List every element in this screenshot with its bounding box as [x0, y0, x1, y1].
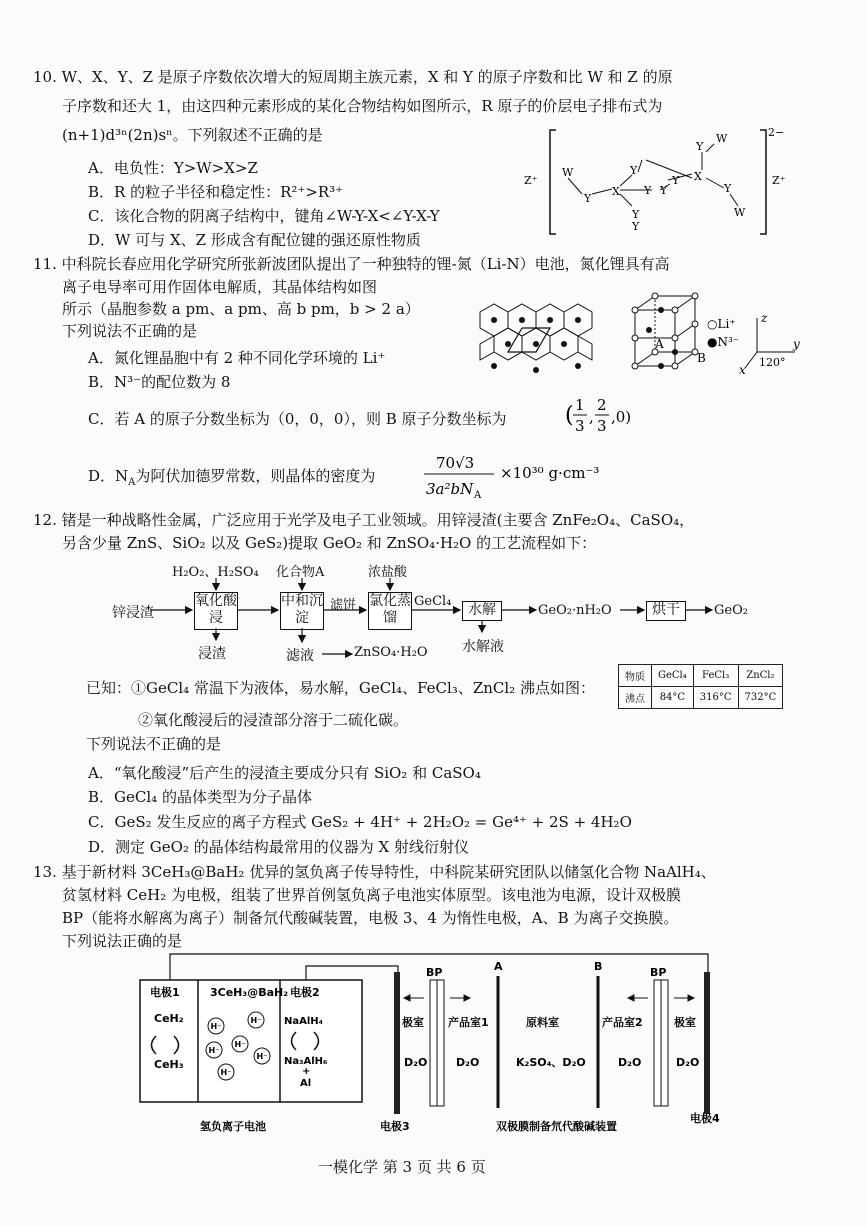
q11-option-c-coordinate [565, 396, 645, 440]
q12-option-d: D．测定 GeO₂ 的晶体结构最常用的仪器为 X 射线衍射仪 [88, 838, 469, 856]
flow-step-hydrolysis: 水解 [462, 601, 502, 621]
flow-start-zinc-residue: 锌浸渣 [112, 605, 154, 621]
q13-line3: BP（能将水解离为离子）制备氘代酸碱装置，电极 3、4 为惰性电极，A、B 为离子交换膜。 [62, 909, 679, 927]
feed-room: 原料室 [526, 1016, 559, 1029]
q10-cation-left: Z⁺ [524, 174, 538, 187]
q10-line1: 10. W、X、Y、Z 是原子序数依次增大的短周期主族元素，X 和 Y 的原子序数和比 W 和 Z 的原 [33, 68, 673, 86]
atom-w: W [734, 206, 746, 219]
q11-option-b: B．N³⁻的配位数为 8 [88, 373, 231, 391]
flow-step-oxidation-leach: 氧化酸浸 [194, 592, 238, 630]
atom-y: Y [632, 220, 640, 233]
q11-option-a: A．氮化锂晶胞中有 2 种不同化学环境的 Li⁺ [88, 349, 386, 367]
hydride-ion: H⁻ [220, 1068, 232, 1077]
table-header: 物质 [619, 665, 652, 687]
q11-unit-cell-diagram [625, 290, 805, 375]
pole-room-left: 极室 [402, 1016, 424, 1029]
reagent-compound-a: 化合物A [276, 565, 325, 580]
hydride-ion: H⁻ [210, 1022, 222, 1031]
svg-text:1: 1 [575, 396, 585, 414]
d2o-label: D₂O [618, 1056, 642, 1069]
electrode4-label: 电极4 [690, 1112, 720, 1125]
svg-text:A: A [474, 490, 482, 501]
legend-li: ○Li⁺ [707, 317, 736, 331]
pole-room-right: 极室 [674, 1016, 696, 1029]
q10-option-a: A．电负性：Y>W>X>Z [88, 159, 258, 177]
page-footer: 一模化学 第 3 页 共 6 页 [318, 1158, 486, 1176]
atom-y: Y [584, 192, 592, 205]
q12-option-b: B．GeCl₄ 的晶体类型为分子晶体 [88, 788, 312, 806]
flow-geo2-hydrate: GeO₂·nH₂O [538, 603, 612, 618]
q12-known-1: 已知：①GeCl₄ 常温下为液体，易水解，GeCl₄、FeCl₃、ZnCl₂ 沸点如图： [86, 679, 595, 697]
q10-anion-charge: 2− [768, 126, 785, 139]
axis-y-label: y [793, 337, 800, 351]
product-room-2: 产品室2 [602, 1016, 643, 1029]
q12-line1: 12. 锗是一种战略性金属，广泛应用于光学及电子工业领域。用锌浸渣(主要含 ZnFe₂O₄、CaSO₄， [33, 511, 695, 529]
svg-text:,0): ,0) [611, 408, 632, 426]
table-header: FeCl₃ [693, 665, 738, 687]
q11-line1: 11. 中科院长春应用化学研究所张新波团队提出了一种独特的锂-氮（Li-N）电池，氮化锂具有高 [33, 255, 670, 273]
bp-label-2: BP [650, 966, 667, 979]
d2o-label: D₂O [456, 1056, 480, 1069]
electrode1-label: 电极1 [150, 986, 180, 999]
atom-y: Y [632, 208, 640, 221]
hydride-ion: H⁻ [250, 1016, 262, 1025]
q11-line2: 离子电导率可用作固体电解质，其晶体结构如图 [62, 278, 378, 296]
right-bracket [760, 130, 766, 234]
battery-caption: 氢负离子电池 [200, 1120, 266, 1133]
q10-line3: (n+1)d³ⁿ(2n)sⁿ。下列叙述不正确的是 [62, 126, 323, 144]
q10-cation-right: Z⁺ [772, 174, 786, 187]
q11-option-c: C．若 A 的原子分数坐标为（0，0，0），则 B 原子分数坐标为 [88, 410, 507, 428]
atom-y: Y [696, 140, 704, 153]
table-header: GeCl₄ [652, 665, 694, 687]
flow-hydrolysate: 水解液 [462, 639, 504, 655]
device-caption: 双极膜制备氘代酸碱装置 [496, 1120, 617, 1133]
table-cell: 84°C [652, 687, 694, 709]
q10-line2: 子序数和还大 1，由这四种元素形成的某化合物结构如图所示，R 原子的价层电子排布式为 [62, 97, 663, 115]
hydride-ion: H⁻ [234, 1040, 246, 1049]
ceh2-label: CeH₂ [154, 1012, 184, 1025]
q11-stem: 下列说法不正确的是 [62, 322, 198, 340]
q11-option-d: D．$N_A$为阿伏加德罗常数，则晶体的密度为 [88, 467, 376, 488]
q10-option-d: D．W 可与 X、Z 形成含有配位键的强还原性物质 [88, 231, 421, 249]
ceh3-label: CeH₃ [154, 1058, 184, 1071]
electrolyte-label: 3CeH₃@BaH₂ [210, 986, 289, 999]
q12-option-c: C．GeS₂ 发生反应的离子方程式 GeS₂ + 4H⁺ + 2H₂O₂ = Ge⁴⁺ + 2S + 4H₂O [88, 813, 632, 831]
unit-cell-label-a: A [655, 337, 664, 351]
left-bracket [550, 130, 556, 234]
feed-content: K₂SO₄、D₂O [516, 1056, 586, 1069]
flow-product-geo2: GeO₂ [714, 603, 748, 618]
svg-text:2: 2 [597, 396, 607, 414]
d2o-label: D₂O [676, 1056, 700, 1069]
q12-option-a: A．“氧化酸浸”后产生的浸渣主要成分只有 SiO₂ 和 CaSO₄ [88, 764, 481, 782]
flow-filter-cake: 滤饼 [330, 598, 357, 613]
table-cell: 沸点 [619, 687, 652, 709]
q12-stem: 下列说法不正确的是 [86, 735, 222, 753]
flow-step-neutralize-precipitate: 中和沉淀 [280, 592, 324, 630]
al-label: Al [300, 1078, 312, 1089]
product-room-1: 产品室1 [448, 1016, 489, 1029]
flow-step-chlorination-distill: 氯化蒸馏 [368, 592, 412, 630]
table-header: ZnCl₂ [738, 665, 783, 687]
reagent-h2o2-h2so4: H₂O₂、H₂SO₄ [172, 565, 259, 580]
atom-y: Y [724, 182, 732, 195]
bp-label-1: BP [426, 966, 443, 979]
svg-text:,: , [589, 408, 594, 426]
q12-flow-arrows [100, 570, 760, 660]
flow-zinc-sulfate-product: ZnSO₄·H₂O [354, 645, 428, 660]
naalh4-label: NaAlH₄ [284, 1016, 324, 1027]
flow-residue: 浸渣 [198, 646, 226, 662]
q11-density-formula [422, 446, 622, 506]
q10-option-c: C．该化合物的阴离子结构中，键角∠W-Y-X<∠Y-X-Y [88, 207, 440, 225]
membrane-b-label: B [594, 960, 603, 973]
flow-gecl4: GeCl₄ [414, 594, 452, 609]
svg-text:(: ( [565, 403, 574, 428]
axis-z-label: z [761, 311, 768, 325]
q11-line3: 所示（晶胞参数 a pm、a pm、高 b pm，b > 2 a） [62, 300, 420, 318]
q13-cell-diagram [130, 948, 750, 1138]
electrode3-label: 电极3 [380, 1120, 410, 1133]
axis-x-label: x [739, 363, 746, 375]
q10-option-b: B．R 的粒子半径和稳定性：R²⁺>R³⁺ [88, 183, 344, 201]
q13-line2: 贫氢材料 CeH₂ 为电极，组装了世界首例氢负离子电池实体原型。该电池为电源，设计双极膜 [62, 886, 681, 904]
membrane-a-label: A [494, 960, 503, 973]
d2o-label: D₂O [404, 1056, 428, 1069]
svg-text:3a²bN: 3a²bN [426, 480, 474, 498]
atom-x: X [612, 185, 620, 198]
q12-known-2: ②氧化酸浸后的浸渣部分溶于二硫化碳。 [138, 711, 409, 729]
plus-sign: + [302, 1066, 311, 1077]
table-cell: 732°C [738, 687, 783, 709]
atom-w: W [716, 132, 728, 145]
atom-y: Y [672, 174, 680, 187]
q13-stem: 下列说法正确的是 [62, 932, 183, 950]
q11-hexagonal-layer-diagram [470, 292, 600, 377]
svg-text:3: 3 [575, 417, 585, 435]
atom-x: X [694, 170, 702, 183]
reagent-conc-hcl: 浓盐酸 [368, 565, 408, 580]
unit-cell-label-b: B [697, 351, 706, 365]
svg-text:3: 3 [597, 417, 607, 435]
atom-y: Y [660, 184, 668, 197]
axis-angle-label: 120° [759, 356, 786, 369]
atom-y: Y [630, 164, 638, 177]
q12-line2: 另含少量 ZnS、SiO₂ 以及 GeS₂)提取 GeO₂ 和 ZnSO₄·H₂O 的工艺流程如下： [62, 534, 597, 552]
q10-structure-diagram [520, 122, 805, 240]
svg-text:70√3: 70√3 [436, 454, 475, 472]
flow-filtrate: 滤液 [286, 648, 314, 664]
electrode2-label: 电极2 [290, 986, 320, 999]
atom-w: W [562, 166, 574, 179]
q12-boiling-point-table [618, 664, 783, 709]
hydride-ion: H⁻ [208, 1046, 220, 1055]
table-cell: 316°C [693, 687, 738, 709]
legend-n: ●N³⁻ [707, 335, 740, 349]
atom-y: Y [644, 184, 652, 197]
q13-line1: 13. 基于新材料 3CeH₃@BaH₂ 优异的氢负离子传导特性，中科院某研究团队以储氢化合物 NaAlH₄、 [33, 863, 716, 881]
svg-text:×10³⁰ g·cm⁻³: ×10³⁰ g·cm⁻³ [500, 464, 600, 482]
hydride-ion: H⁻ [256, 1052, 268, 1061]
flow-step-drying: 烘干 [646, 601, 686, 621]
na3alh6-label: Na₃AlH₆ [284, 1056, 328, 1067]
